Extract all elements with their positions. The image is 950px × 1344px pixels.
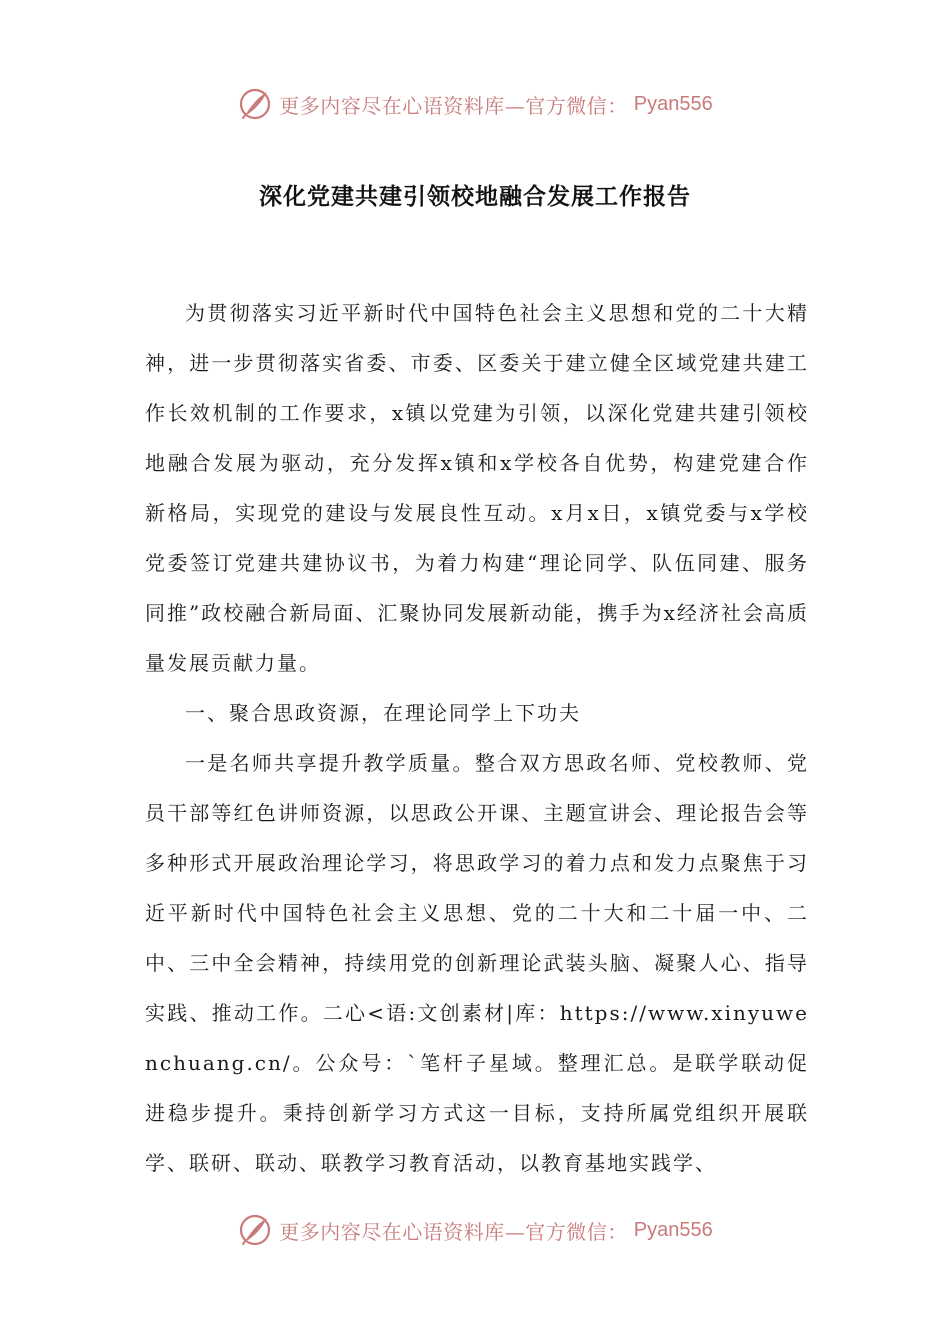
- watermark-footer: [0, 1208, 950, 1252]
- section-heading-1: 一、聚合思政资源，在理论同学上下功夫: [185, 701, 581, 725]
- quill-logo-icon: [237, 86, 273, 122]
- document-title: 深化党建共建引领校地融合发展工作报告: [259, 183, 691, 210]
- watermark-text: 更多内容尽在心语资料库—官方微信：: [279, 93, 628, 118]
- watermark-wechat-id: Pyan556: [633, 92, 713, 115]
- watermark-wechat-id: Pyan556: [633, 1218, 713, 1241]
- document-body: [145, 288, 809, 1188]
- watermark-header: [0, 82, 950, 126]
- quill-logo-icon: [237, 1212, 273, 1248]
- paragraph-intro: 为贯彻落实习近平新时代中国特色社会主义思想和党的二十大精神，进一步贯彻落实省委、市委、区委关于建立健全区域党建共建工作长效机制的工作要求，x镇以党建为引领，以深化党建共建引领校地融合发展为驱动，充分发挥x镇和x学校各自优势，构建党建合作新格局，实现党的建设与发展良性互动。x月x日，x镇党委与x学校党委签订党建共建协议书，为着力构建“理论同学、队伍同建、服务同推”政校融合新局面、汇聚协同发展新动能，携手为x经济社会高质量发展贡献力量。: [145, 301, 809, 675]
- paragraph-section-1: 一是名师共享提升教学质量。整合双方思政名师、党校教师、党员干部等红色讲师资源，以思政公开课、主题宣讲会、理论报告会等多种形式开展政治理论学习，将思政学习的着力点和发力点聚焦于习近平新时代中国特色社会主义思想、党的二十大和二十届一中、二中、三中全会精神，持续用党的创新理论武装头脑、凝聚人心、指导实践、推动工作。二心<语:文创素材|库：https://www.xinyuwenchuang.cn/。公众号：`笔杆子星域。整理汇总。是联学联动促进稳步提升。秉持创新学习方式这一目标，支持所属党组织开展联学、联研、联动、联教学习教育活动，以教育基地实践学、: [145, 751, 809, 1175]
- watermark-text: 更多内容尽在心语资料库—官方微信：: [279, 1219, 628, 1244]
